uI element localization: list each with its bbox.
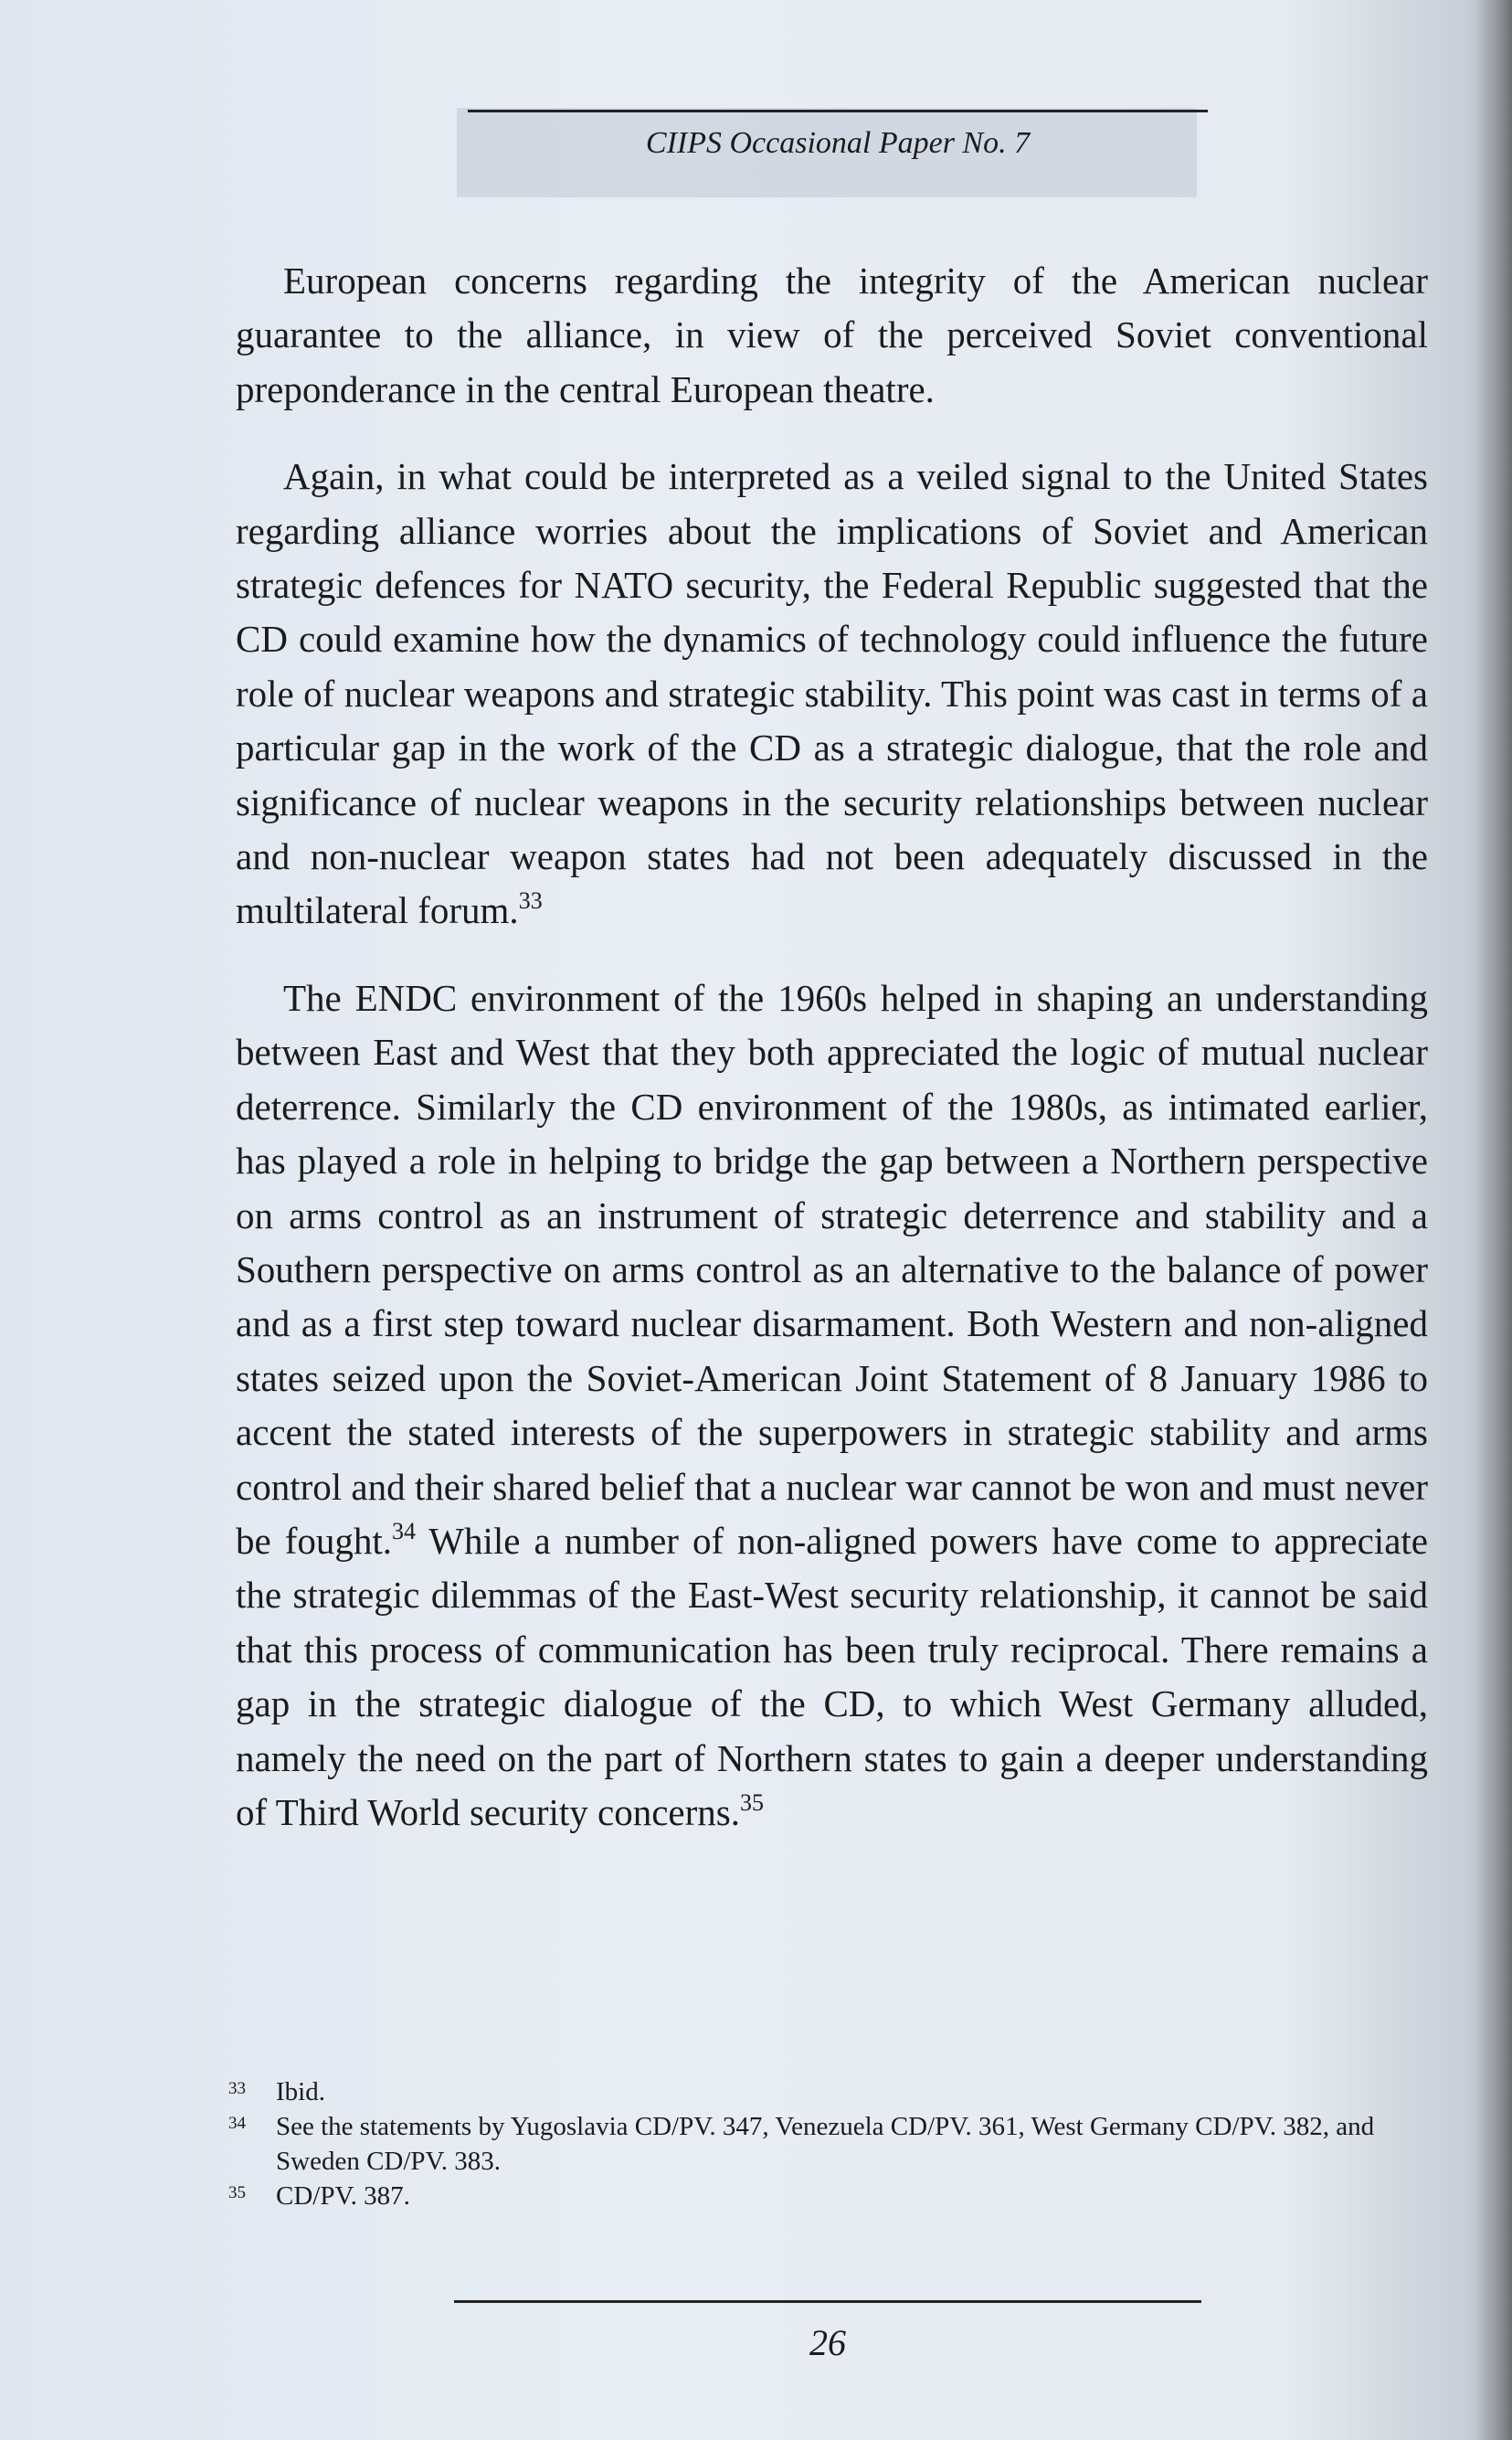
footnotes — [228, 2074, 1430, 2213]
footnote-reference: 34 — [392, 1517, 417, 1544]
footnote-number: 33 — [228, 2079, 246, 2098]
paragraph — [236, 971, 1428, 1841]
page-number: 26 — [809, 2322, 846, 2363]
footnote-reference: 35 — [739, 1788, 764, 1816]
header-rule — [468, 110, 1208, 112]
paragraph-text: Again, in what could be interpreted as a veiled signal to the United States regarding alliance worries about the implications of Soviet and American strategic defences for NATO security, the Federal Republic suggested that the CD could examine how the dynamics of technology could influence the future role of nuclear weapons and strategic stability. This point was cast in terms of a particular gap in the work of the CD as a strategic dialogue, that the role and significance of nuclear weapons in the security relationships between nuclear and non-nuclear weapon states had not been adequately discussed in the multilateral forum. — [236, 455, 1428, 932]
footnote-text: CD/PV. 387. — [276, 2181, 410, 2211]
footer-rule — [454, 2300, 1201, 2303]
page-spine-shadow — [1475, 0, 1512, 2440]
footnote-text: See the statements by Yugoslavia CD/PV. 347, Venezuela CD/PV. 361, West Germany CD/PV. 382, and Sweden CD/PV. 383. — [276, 2112, 1375, 2176]
running-header: CIIPS Occasional Paper No. 7 — [645, 126, 1031, 160]
body-text — [236, 254, 1428, 1840]
paragraph — [236, 450, 1428, 939]
paragraph — [236, 254, 1428, 417]
footnote — [228, 2179, 1430, 2213]
paragraph-text: While a number of non-aligned powers have come to appreciate the strategic dilemmas of the East-West security relationship, it cannot be said that this process of communication has been truly reciprocal. There remains a gap in the strategic dialogue of the CD, to which West Germany alluded, namely the need on the part of Northern states to gain a deeper understanding of Third World security concerns. — [236, 1519, 1428, 1833]
footnote — [228, 2074, 1430, 2109]
footnote — [228, 2109, 1430, 2179]
footnote-text: Ibid. — [276, 2077, 325, 2106]
footnote-number: 34 — [228, 2114, 246, 2133]
footnote-number: 35 — [228, 2183, 246, 2202]
paragraph-text: The ENDC environment of the 1960s helped in shaping an understanding between East and West that they both appreciated the logic of mutual nuclear deterrence. Similarly the CD environment of the 1980s, as intimated earlier, has played a role in helping to bridge the gap between a Northern perspective on arms control as an instrument of strategic deterrence and stability and a Southern perspective on arms control as an alternative to the balance of power and as a first step toward nuclear disarmament. Both Western and non-aligned states seized upon the Soviet-American Joint Statement of 8 January 1986 to accent the stated interests of the superpowers in strategic stability and arms control and their shared belief that a nuclear war cannot be won and must never be fought. — [236, 976, 1428, 1562]
paragraph-text: European concerns regarding the integrity of the American nuclear guarantee to the alliance, in view of the perceived Soviet conventional preponderance in the central European theatre. — [236, 260, 1428, 410]
footnote-reference: 33 — [518, 887, 543, 915]
